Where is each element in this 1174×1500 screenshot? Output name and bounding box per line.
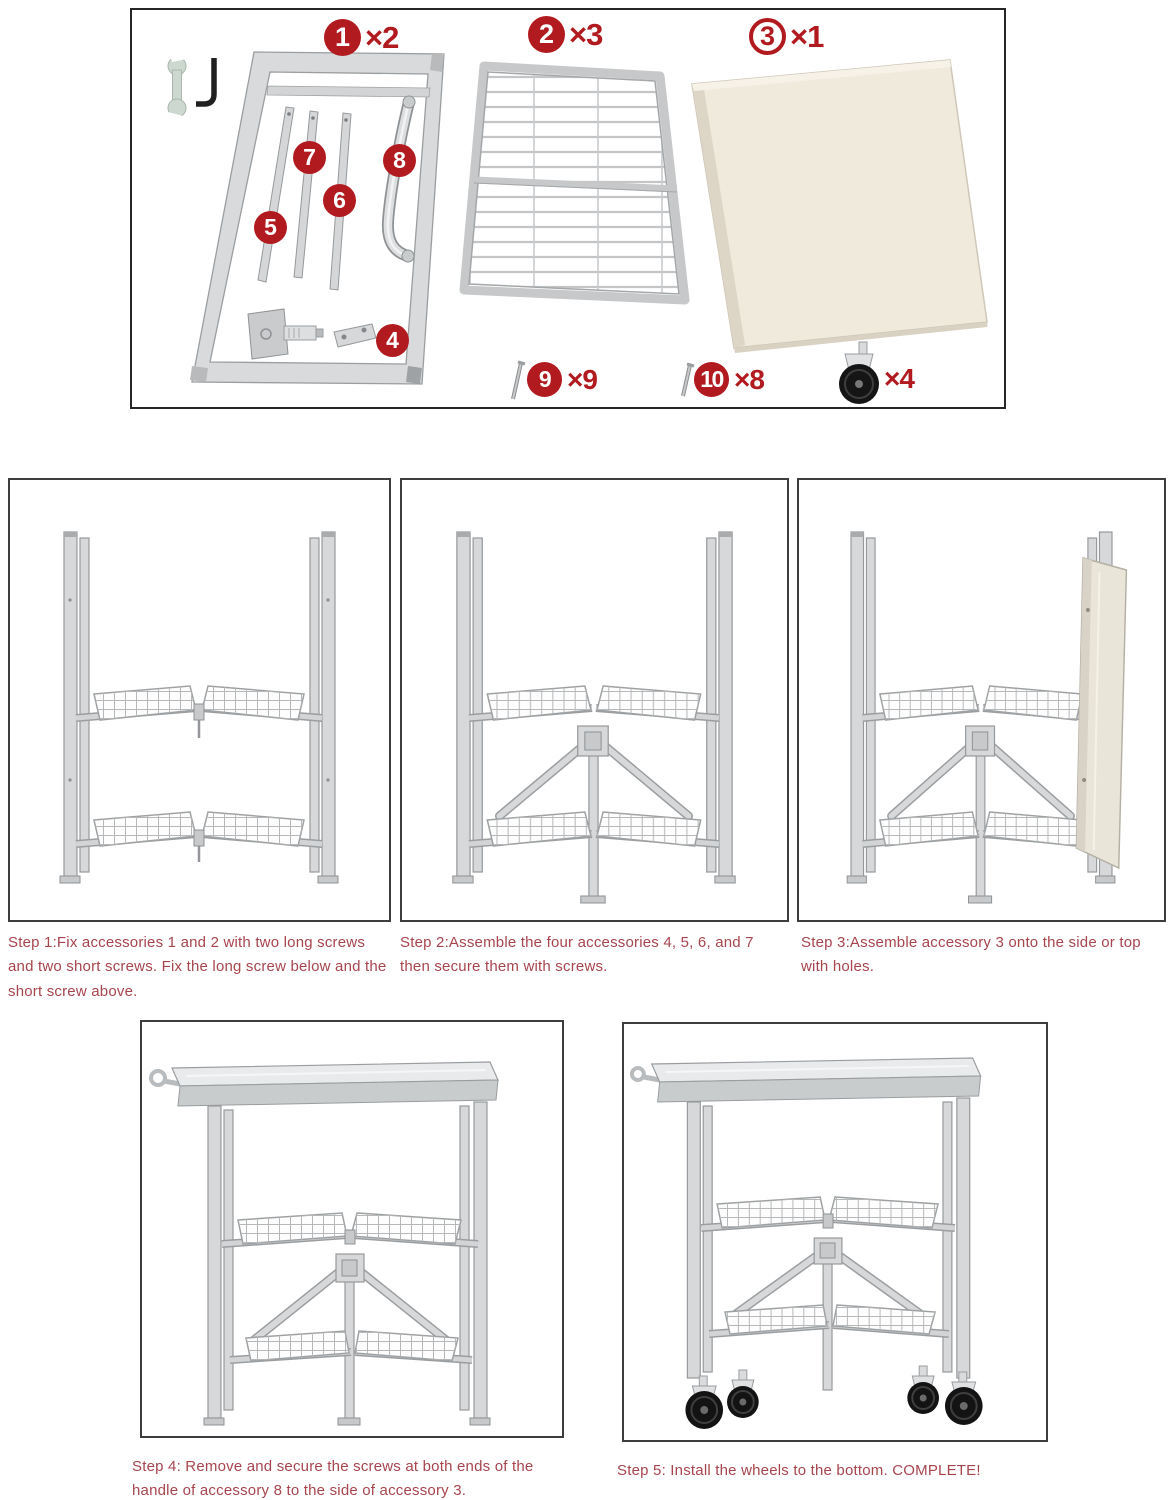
- step-3-figure: [797, 478, 1166, 922]
- caster-wheel-icon: [685, 1376, 723, 1429]
- caster-wheel-icon: [727, 1370, 759, 1418]
- part-6-badge: 6: [323, 184, 356, 217]
- tabletop-drawing: [172, 1062, 498, 1106]
- step-4-figure: [140, 1020, 564, 1438]
- part-10-badge: 10: [694, 362, 729, 397]
- part-1-badge: 1: [324, 19, 361, 56]
- part-2-qty: ×3: [569, 16, 603, 52]
- parts-panel: [130, 8, 1006, 409]
- part-9-badge: 9: [527, 362, 562, 397]
- wire-shelf-drawing: [464, 66, 685, 300]
- cart-illustration-step-4: [142, 1022, 562, 1436]
- caster-wheel-icon: [907, 1366, 939, 1414]
- screw-9-count: [527, 362, 597, 397]
- wrench-icon: [165, 50, 187, 124]
- step-3-caption: Step 3:Assemble accessory 3 onto the side or top with holes.: [801, 934, 1141, 976]
- screw-10-count: [694, 362, 764, 397]
- caster-wheel-icon: [945, 1372, 983, 1425]
- top-panel-leaning-drawing: [1076, 558, 1126, 868]
- cart-illustration-step-1: [10, 480, 389, 920]
- part-5-badge: 5: [254, 211, 287, 244]
- step-2-caption: Step 2:Assemble the four accessories 4, 5, 6, and 7 then secure them with screws.: [400, 934, 754, 976]
- part-3-badge: 3: [749, 18, 786, 55]
- handle-drawing: [388, 96, 415, 262]
- part-7-badge: 7: [293, 141, 326, 174]
- part-1-qty: ×2: [365, 19, 399, 55]
- step-5-caption: Step 5: Install the wheels to the bottom. COMPLETE!: [617, 1462, 981, 1479]
- cart-illustration-step-2: [402, 480, 787, 920]
- part-2-badge: 2: [528, 16, 565, 53]
- step-1-caption: Step 1:Fix accessories 1 and 2 with two long screws and two short screws. Fix the long screw below and the short screw above.: [8, 934, 387, 1000]
- part-4-badge: 4: [376, 324, 409, 357]
- step-4-caption: Step 4: Remove and secure the screws at both ends of the handle of accessory 8 to the side of accessory 3.: [132, 1458, 534, 1500]
- part-1-marker: [324, 19, 398, 56]
- step-5-figure: [622, 1022, 1048, 1442]
- caster-wheel-icon: [839, 342, 879, 404]
- bracket-drawing: [334, 324, 376, 347]
- part-8-badge: 8: [383, 144, 416, 177]
- step-2-figure: [400, 478, 789, 922]
- top-panel-drawing: [692, 60, 988, 353]
- wheel-count: [884, 363, 914, 395]
- lock-latch-drawing: [248, 309, 323, 359]
- part-3-marker: [749, 18, 823, 55]
- tabletop-drawing: [652, 1058, 981, 1102]
- screw-icon: [683, 364, 694, 396]
- part-3-qty: ×1: [790, 18, 824, 54]
- cart-illustration-step-5: [624, 1024, 1046, 1440]
- parts-illustration: [132, 10, 1003, 406]
- step-1-figure: [8, 478, 391, 922]
- part-9-qty: ×9: [567, 363, 597, 395]
- cart-illustration-step-3: [799, 480, 1164, 920]
- part-2-marker: [528, 16, 602, 53]
- part-10-qty: ×8: [734, 363, 764, 395]
- screw-icon: [513, 362, 525, 399]
- hex-key-icon: [196, 58, 214, 104]
- wheel-qty: ×4: [884, 363, 914, 394]
